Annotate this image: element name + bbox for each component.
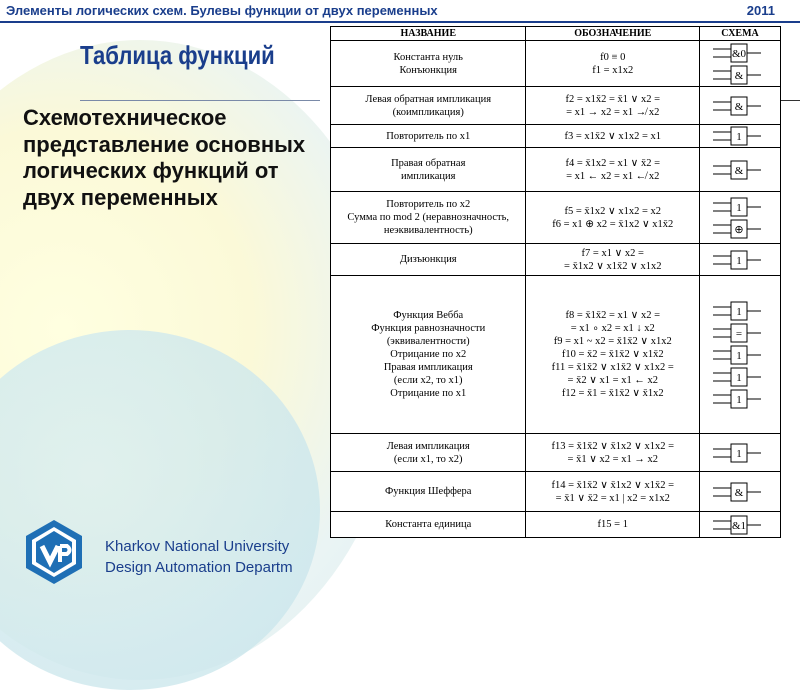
gate-symbol [705, 388, 775, 410]
function-name: (коимпликация) [392, 106, 464, 118]
function-name: Константа нуль [393, 51, 463, 63]
table-row [331, 41, 781, 87]
cell-name [331, 192, 526, 244]
table-row [331, 87, 781, 125]
cell-formula [526, 512, 700, 538]
gate-symbol [705, 344, 775, 366]
table-row [331, 434, 781, 472]
gate-label: 1 [736, 447, 742, 460]
gate-label: & [734, 69, 744, 82]
function-formula: f8 = x̄1x̄2 = x1 ∨ x2 = [565, 310, 661, 321]
function-formula: = x1 ∘ x2 = x1 ↓ x2 [570, 323, 655, 334]
function-formula: = x1 ← x2 = x1 ↚ x2 [566, 170, 660, 182]
gate-label: & [734, 486, 744, 499]
table-header-row [331, 27, 781, 41]
header-year: 2011 [746, 3, 775, 18]
function-name: Константа единица [385, 519, 472, 530]
university-logo [20, 518, 88, 586]
gate-symbol [705, 322, 775, 344]
function-name: неэквивалентность) [383, 225, 473, 236]
gate-symbol [705, 196, 775, 218]
function-name: Левая импликация [386, 440, 470, 452]
function-name: Отрицание по x1 [390, 388, 467, 399]
function-name: Повторитель по x1 [386, 130, 471, 142]
cell-formula [526, 276, 700, 434]
footer-text [105, 536, 320, 578]
function-formula: f1 = x1x2 [592, 64, 634, 76]
gate-label: 1 [736, 349, 742, 362]
table-row [331, 192, 781, 244]
cell-formula [526, 125, 700, 148]
gate-label: ⊕ [734, 223, 744, 236]
function-formula: = x̄1 ∨ x2 = x1 → x2 [567, 453, 658, 465]
table-row [331, 512, 781, 538]
table-row [331, 244, 781, 276]
function-formula: = x1 → x2 = x1 ↛ x2 [566, 106, 660, 118]
function-name: Конъюнкция [399, 64, 457, 76]
function-formula: f6 = x1 ⊕ x2 = x̄1x2 ∨ x1x̄2 [552, 218, 674, 230]
cell-formula [526, 244, 700, 276]
cell-schema [700, 41, 781, 87]
function-name: Функция Шеффера [385, 486, 472, 497]
cell-schema [700, 276, 781, 434]
cell-name [331, 87, 526, 125]
gate-symbol [705, 218, 775, 240]
cell-formula [526, 148, 700, 192]
cell-formula [526, 192, 700, 244]
table-row [331, 125, 781, 148]
gate-label: = [735, 327, 743, 340]
cell-name [331, 148, 526, 192]
cell-formula [526, 41, 700, 87]
table-row [331, 276, 781, 434]
function-name: (если x1, то x2) [393, 453, 463, 465]
cell-schema [700, 434, 781, 472]
gate-label: & [734, 100, 744, 113]
header-name: НАЗВАНИЕ [331, 27, 526, 41]
function-formula: f11 = x̄1x̄2 ∨ x1x̄2 ∨ x1x2 = [551, 362, 674, 373]
gate-symbol [705, 42, 775, 64]
table-row [331, 148, 781, 192]
cell-schema [700, 148, 781, 192]
function-name: Отрицание по x2 [390, 349, 467, 360]
function-formula: f14 = x̄1x̄2 ∨ x̄1x2 ∨ x1x̄2 = [551, 479, 675, 491]
cell-name [331, 244, 526, 276]
function-formula: = x̄1x2 ∨ x1x̄2 ∨ x1x2 [564, 260, 662, 272]
gate-label: &1 [731, 519, 747, 532]
gate-label: 1 [736, 201, 742, 214]
function-name: Дизъюнкция [399, 254, 457, 265]
cell-schema [700, 192, 781, 244]
title-divider [80, 100, 320, 101]
gate-symbol [705, 366, 775, 388]
gate-label: & [734, 164, 744, 177]
cell-name [331, 125, 526, 148]
function-name: Функция равнозначности [371, 323, 486, 334]
cell-name [331, 512, 526, 538]
cell-formula [526, 434, 700, 472]
function-formula: f3 = x1x̄2 ∨ x1x2 = x1 [564, 130, 662, 142]
function-formula: f2 = x1x̄2 = x̄1 ∨ x2 = [565, 93, 661, 105]
function-formula: f15 = 1 [597, 519, 628, 530]
function-formula: f12 = x̄1 = x̄1x̄2 ∨ x̄1x2 [561, 388, 664, 399]
cell-schema [700, 87, 781, 125]
function-name: (эквивалентности) [386, 336, 470, 347]
cell-name [331, 276, 526, 434]
function-name: Функция Вебба [393, 310, 464, 321]
header-notation: ОБОЗНАЧЕНИЕ [526, 27, 700, 41]
cell-name [331, 41, 526, 87]
cell-schema [700, 125, 781, 148]
function-formula: f9 = x1 ~ x2 = x̄1x̄2 ∨ x1x2 [553, 336, 672, 347]
gate-symbol [705, 64, 775, 86]
cell-schema [700, 472, 781, 512]
function-name: Правая импликация [383, 362, 473, 373]
cell-schema [700, 244, 781, 276]
gate-symbol [705, 95, 775, 117]
gate-symbol [705, 442, 775, 464]
header-schema: СХЕМА [700, 27, 781, 41]
gate-symbol [705, 159, 775, 181]
gate-symbol [705, 249, 775, 271]
function-name: импликация [401, 170, 456, 182]
function-name: Повторитель по x2 [386, 199, 471, 210]
function-name: Левая обратная импликация [365, 93, 492, 105]
functions-table [330, 26, 781, 538]
gate-symbol [705, 300, 775, 322]
gate-symbol [705, 514, 775, 536]
gate-label: &0 [731, 47, 747, 60]
slide-description: Схемотехническое представление основных логических функций от двух переменных [23, 105, 306, 210]
function-formula: f0 ≡ 0 [600, 51, 626, 63]
gate-label: 1 [736, 305, 742, 318]
table-row [331, 472, 781, 512]
gate-label: 1 [736, 131, 742, 143]
gate-symbol [705, 125, 775, 147]
cell-name [331, 434, 526, 472]
function-formula: = x̄2 ∨ x1 = x1 ← x2 [567, 375, 658, 386]
slide-header [0, 0, 800, 22]
table-body [331, 41, 781, 538]
footer-department: Design Automation Departm [105, 559, 293, 576]
cell-schema [700, 512, 781, 538]
gate-label: 1 [736, 393, 742, 406]
cell-name [331, 472, 526, 512]
function-formula: = x̄1 ∨ x̄2 = x1 | x2 = x1x2 [555, 492, 670, 504]
function-name: (если x2, то x1) [393, 375, 463, 386]
slide-title: Таблица функций [80, 40, 275, 70]
header-divider [0, 21, 800, 23]
gate-symbol [705, 481, 775, 503]
function-formula: f5 = x̄1x2 ∨ x1x2 = x2 [564, 205, 662, 217]
function-name: Правая обратная [391, 157, 466, 169]
function-formula: f10 = x̄2 = x̄1x̄2 ∨ x1x̄2 [561, 349, 664, 360]
function-formula: f4 = x̄1x2 = x1 ∨ x̄2 = [565, 157, 661, 169]
header-title: Элементы логических схем. Булевы функции от двух переменных [6, 3, 438, 18]
function-formula: f13 = x̄1x̄2 ∨ x̄1x2 ∨ x1x2 = [551, 440, 675, 452]
cell-formula [526, 472, 700, 512]
footer-university: Kharkov National University [105, 538, 290, 555]
function-formula: f7 = x1 ∨ x2 = [581, 247, 644, 259]
function-name: Сумма по mod 2 (неравнозначность, [347, 212, 510, 223]
gate-label: 1 [736, 371, 742, 384]
cell-formula [526, 87, 700, 125]
gate-label: 1 [736, 254, 742, 267]
